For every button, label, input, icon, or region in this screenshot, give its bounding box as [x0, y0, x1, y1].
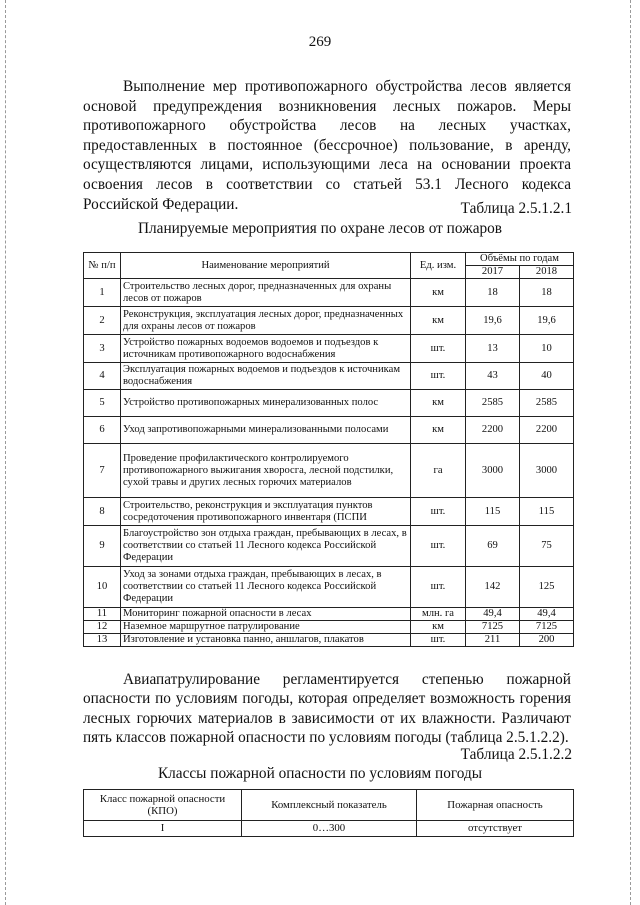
volume-2018: 115 [520, 498, 574, 526]
table1-number: Таблица 2.5.1.2.1 [460, 200, 572, 217]
header-num: № п/п [84, 253, 121, 279]
row-number: 8 [84, 498, 121, 526]
header-volumes: Объёмы по годам [466, 253, 574, 266]
row-number: 1 [84, 279, 121, 307]
table-row [84, 498, 574, 526]
measure-name: Уход запротивопожарными минерализованными полосами [121, 417, 411, 444]
unit: га [411, 444, 466, 498]
volume-2017: 13 [466, 335, 520, 363]
header-unit: Ед. изм. [411, 253, 466, 279]
unit: км [411, 279, 466, 307]
table-row [84, 621, 574, 634]
aviation-paragraph: Авиапатрулирование регламентируется степенью пожарной опасности по условиям погоды, которая определяет возможность горения лесных горючих материалов в зависимости от их влажности. Различают пять классов пожарной опасности по условиям погоды (таблица 2.5.1.2.2). [83, 671, 571, 747]
row-number: 7 [84, 444, 121, 498]
header-year-2017: 2017 [466, 266, 520, 279]
volume-2018: 125 [520, 567, 574, 608]
measure-name: Реконструкция, эксплуатация лесных дорог, предназначенных для охраны лесов от пожаров [121, 307, 411, 335]
fire-danger-classes-table [83, 789, 574, 837]
table-row [84, 417, 574, 444]
row-number: 2 [84, 307, 121, 335]
volume-2017: 18 [466, 279, 520, 307]
table-row [84, 307, 574, 335]
measure-name: Устройство противопожарных минерализованных полос [121, 390, 411, 417]
table1-title: Планируемые мероприятия по охране лесов от пожаров [137, 220, 503, 237]
volume-2017: 2200 [466, 417, 520, 444]
volume-2017: 142 [466, 567, 520, 608]
table-row [84, 567, 574, 608]
table-row [84, 821, 574, 837]
measure-name: Благоустройство зон отдыха граждан, пребывающих в лесах, в соответствии со статьей 11 Лесного кодекса Российской Федерации [121, 526, 411, 567]
measure-name: Устройство пожарных водоемов водоемов и подъездов к источникам противопожарного водоснабжения [121, 335, 411, 363]
table-row [84, 390, 574, 417]
volume-2017: 19,6 [466, 307, 520, 335]
unit: шт. [411, 335, 466, 363]
volume-2017: 69 [466, 526, 520, 567]
fire-measures-table [83, 252, 574, 647]
volume-2018: 2200 [520, 417, 574, 444]
unit: шт. [411, 498, 466, 526]
measure-name: Наземное маршрутное патрулирование [121, 621, 411, 634]
volume-2017: 7125 [466, 621, 520, 634]
header-class: Класс пожарной опасности (КПО) [84, 790, 242, 821]
measure-name: Уход за зонами отдыха граждан, пребывающих в лесах, в соответствии со статьей 11 Лесного кодекса Российской Федерации [121, 567, 411, 608]
unit: км [411, 621, 466, 634]
table-row [84, 526, 574, 567]
row-number: 9 [84, 526, 121, 567]
row-number: 3 [84, 335, 121, 363]
row-number: 6 [84, 417, 121, 444]
unit: шт. [411, 567, 466, 608]
intro-paragraph: Выполнение мер противопожарного обустройства лесов является основой предупреждения возникновения лесных пожаров. Меры противопожарного обустройства лесов на лесных участках, предоставленных в постоянное (бессрочное) пользование, в аренду, осуществляются лицами, использующими леса на основании проекта освоения лесов в соответствии со статьей 53.1 Лесного кодекса Российской Федерации. [83, 78, 571, 213]
volume-2018: 10 [520, 335, 574, 363]
volume-2018: 19,6 [520, 307, 574, 335]
header-year-2018: 2018 [520, 266, 574, 279]
unit: млн. га [411, 608, 466, 621]
row-number: 10 [84, 567, 121, 608]
volume-2017: 49,4 [466, 608, 520, 621]
measure-name: Мониторинг пожарной опасности в лесах [121, 608, 411, 621]
unit: шт. [411, 634, 466, 647]
row-number: 13 [84, 634, 121, 647]
table-row [84, 608, 574, 621]
header-danger: Пожарная опасность [417, 790, 574, 821]
row-number: 12 [84, 621, 121, 634]
unit: км [411, 417, 466, 444]
table-row [84, 444, 574, 498]
volume-2017: 115 [466, 498, 520, 526]
table2-number: Таблица 2.5.1.2.2 [460, 746, 572, 763]
row-number: 5 [84, 390, 121, 417]
volume-2018: 7125 [520, 621, 574, 634]
table-row [84, 363, 574, 390]
row-number: 11 [84, 608, 121, 621]
volume-2018: 18 [520, 279, 574, 307]
volume-2017: 43 [466, 363, 520, 390]
header-name: Наименование мероприятий [121, 253, 411, 279]
measure-name: Строительство лесных дорог, предназначенных для охраны лесов от пожаров [121, 279, 411, 307]
table-row [84, 634, 574, 647]
table2-title: Классы пожарной опасности по условиям погоды [157, 765, 483, 782]
table-row [84, 279, 574, 307]
fire-danger: отсутствует [417, 821, 574, 837]
measure-name: Проведение профилактического контролируемого противопожарного выжигания хворосга, лесной подстилки, сухой травы и других лесных горючих материалов [121, 444, 411, 498]
volume-2017: 211 [466, 634, 520, 647]
unit: км [411, 390, 466, 417]
volume-2017: 2585 [466, 390, 520, 417]
complex-index: 0…300 [242, 821, 417, 837]
volume-2018: 40 [520, 363, 574, 390]
measure-name: Эксплуатация пожарных водоемов и подъездов к источникам водоснабжения [121, 363, 411, 390]
table-row [84, 335, 574, 363]
measure-name: Изготовление и установка панно, аншлагов, плакатов [121, 634, 411, 647]
unit: шт. [411, 363, 466, 390]
volume-2018: 75 [520, 526, 574, 567]
volume-2018: 49,4 [520, 608, 574, 621]
danger-class: I [84, 821, 242, 837]
unit: шт. [411, 526, 466, 567]
unit: км [411, 307, 466, 335]
volume-2018: 3000 [520, 444, 574, 498]
page-number: 269 [308, 34, 332, 50]
header-index: Комплексный показатель [242, 790, 417, 821]
volume-2018: 200 [520, 634, 574, 647]
volume-2018: 2585 [520, 390, 574, 417]
row-number: 4 [84, 363, 121, 390]
measure-name: Строительство, реконструкция и эксплуатация пунктов сосредоточения противопожарного инвентаря (ПСПИ [121, 498, 411, 526]
volume-2017: 3000 [466, 444, 520, 498]
